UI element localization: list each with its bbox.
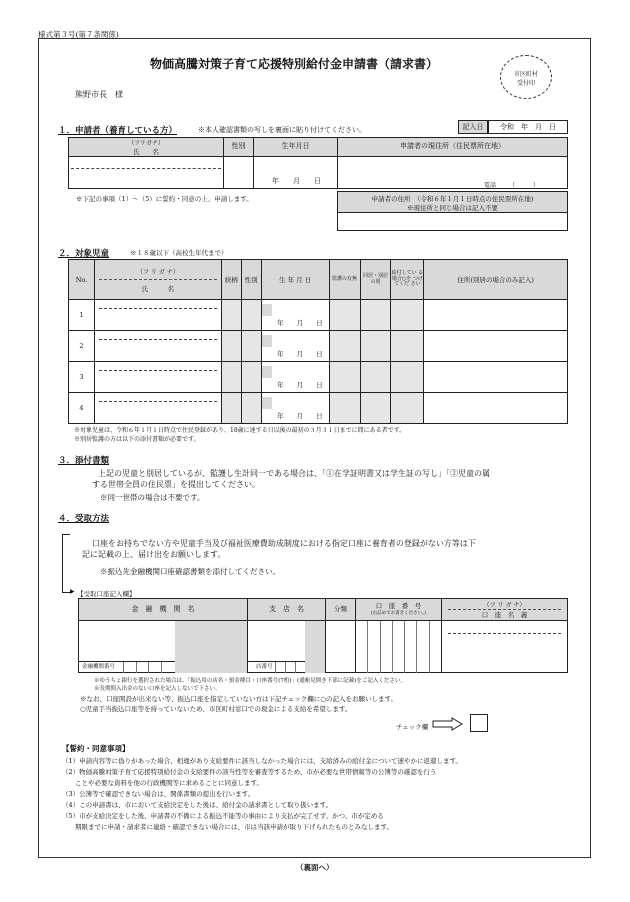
custody-field[interactable] bbox=[329, 393, 360, 424]
account-number-field[interactable] bbox=[355, 621, 441, 673]
applicant-furigana-label: （フリガナ） bbox=[128, 140, 164, 147]
support-field[interactable] bbox=[391, 393, 424, 424]
col-sex: 性別 bbox=[241, 260, 261, 300]
pledge-list bbox=[62, 756, 570, 833]
bank-type-box bbox=[175, 621, 247, 673]
section3-line3: ※同一世帯の場合は不要です。 bbox=[100, 493, 205, 502]
col-line bbox=[337, 156, 338, 189]
dob-field[interactable] bbox=[261, 362, 329, 393]
row-no: 2 bbox=[69, 331, 95, 362]
row-line bbox=[69, 156, 567, 157]
col-relation: 続柄 bbox=[221, 260, 241, 300]
pledge-note: ※下記の事項（1）～（5）に誓約・同意の上、申請します。 bbox=[76, 195, 253, 203]
branch-code-label: 店番号 bbox=[247, 661, 305, 673]
section4-line2: 記に記載の上、届け出をお願いします。 bbox=[82, 550, 226, 559]
bank-code-label: 金融機関番号 bbox=[79, 661, 175, 673]
arrow-right-icon bbox=[432, 717, 464, 731]
sex-field[interactable] bbox=[241, 362, 261, 393]
branch-code-field[interactable] bbox=[275, 661, 305, 673]
furigana-line bbox=[71, 168, 221, 169]
phone-label: 電話 bbox=[484, 182, 497, 189]
support-field[interactable] bbox=[391, 362, 424, 393]
bank-name-field[interactable] bbox=[79, 621, 175, 661]
row-no: 1 bbox=[69, 300, 95, 331]
section1-note: ※本人確認書類の写しを裏面に貼り付けてください。 bbox=[198, 126, 366, 134]
account-table bbox=[78, 598, 568, 673]
dob-field[interactable] bbox=[261, 393, 329, 424]
bank-code-field[interactable] bbox=[123, 661, 173, 673]
account-note1: ※ゆうちょ銀行を選択された場合は、「振込用の店名・預金種目・口座番号(7桁)」(通帳見開き下部に記載)をご記入ください。 bbox=[94, 678, 406, 684]
stamp-line2: 受付印 bbox=[516, 80, 535, 87]
account-number-note: (右詰めでお書きください。) bbox=[370, 611, 427, 616]
section4-heading: ４．受取方法 bbox=[58, 514, 110, 524]
applicant-address-label: 申請者の現住所（住民票所在地） bbox=[337, 138, 567, 156]
holder-field[interactable] bbox=[441, 621, 567, 673]
support-field[interactable] bbox=[391, 300, 424, 331]
child-name-field[interactable] bbox=[94, 331, 221, 362]
registered-address-field[interactable] bbox=[337, 213, 568, 231]
check-label: チェック欄 bbox=[396, 723, 429, 731]
applicant-dob-field: 年 月 日 bbox=[272, 177, 321, 185]
section3-line2: する世帯全員の住民票」を提出してください。 bbox=[92, 480, 260, 489]
child-address-field[interactable] bbox=[424, 300, 568, 331]
pledge-item: （1）申請内容等に偽りがあった場合、相違があり支給要件に該当しなかった場合には、支給済みの給付金について速やかに返還します。 bbox=[62, 757, 462, 765]
section1-heading: １．申請者（養育している方） bbox=[58, 126, 178, 136]
entry-date-field[interactable]: 令和 年 月 日 bbox=[488, 120, 568, 134]
pledge-item: （4）この申請書は、市において支給決定をした後は、給付金の請求書として取り扱います。 bbox=[62, 801, 333, 809]
pledge-item: （3）公簿等で確認できない場合は、関係書類の提出を行います。 bbox=[62, 790, 255, 798]
account-note2: ※長期間入出金のない口座を記入しないで下さい。 bbox=[94, 686, 221, 692]
pledge-item: （2）物価高騰対策子育て応援特別給付金の支給要件の該当性等を審査等するため、市が必要な世帯情報等の公簿等の確認を行う bbox=[62, 768, 437, 776]
cash-check-box[interactable] bbox=[470, 714, 488, 732]
entry-date-label: 記入日 bbox=[458, 120, 488, 134]
dob-value: 年 月 日 bbox=[277, 381, 323, 389]
bracket-line bbox=[62, 534, 70, 593]
relation-field[interactable] bbox=[221, 393, 241, 424]
col-cohabit: 同居・別居の別 bbox=[360, 260, 391, 300]
account-number-head bbox=[355, 599, 441, 621]
table-row bbox=[69, 331, 568, 362]
table-row bbox=[69, 362, 568, 393]
support-field[interactable] bbox=[391, 331, 424, 362]
sex-field[interactable] bbox=[241, 331, 261, 362]
custody-field[interactable] bbox=[329, 300, 360, 331]
sex-field[interactable] bbox=[241, 300, 261, 331]
branch-name-field[interactable] bbox=[247, 621, 305, 661]
custody-field[interactable] bbox=[329, 331, 360, 362]
arrow-head-icon: ▶ bbox=[70, 588, 75, 595]
section2-heading: ２．対象児童 bbox=[58, 249, 110, 259]
table-row bbox=[69, 300, 568, 331]
pledge-item: （5）市が支給決定をした後、申請書の不備による振込不能等の事由により支払が完了せず、かつ、市が定める bbox=[62, 812, 384, 820]
section3-heading: ３．添付書類 bbox=[58, 456, 110, 466]
child-address-field[interactable] bbox=[424, 393, 568, 424]
branch-type-box bbox=[305, 621, 325, 673]
col-line bbox=[253, 156, 254, 189]
col-dob: 生 年 月 日 bbox=[261, 260, 329, 300]
child-name-field[interactable] bbox=[94, 362, 221, 393]
table-row bbox=[69, 393, 568, 424]
dob-value: 年 月 日 bbox=[277, 412, 323, 420]
stamp-line1: 市区町村 bbox=[513, 71, 538, 78]
pledge-item: 期限までに申請・請求者に連絡・確認できない場合には、市は当該申請が取り下げられたものとみなします。 bbox=[62, 823, 393, 831]
reception-stamp bbox=[500, 55, 552, 99]
child-name-field[interactable] bbox=[94, 300, 221, 331]
applicant-sex-label: 性別 bbox=[223, 138, 253, 156]
children-table bbox=[68, 259, 568, 424]
col-no: No. bbox=[69, 260, 95, 300]
form-number: 様式第３号(第７条関係) bbox=[38, 30, 119, 39]
category-field[interactable] bbox=[325, 621, 355, 673]
page-title: 物価高騰対策子育て応援特別給付金申請書（請求書） bbox=[150, 57, 439, 71]
dob-field[interactable] bbox=[261, 331, 329, 362]
child-address-field[interactable] bbox=[424, 362, 568, 393]
child-name-field[interactable] bbox=[94, 393, 221, 424]
account-label: 【受取口座記入欄】 bbox=[77, 590, 136, 598]
col-address: 住所(別居の場合のみ記入) bbox=[424, 260, 568, 300]
pledge-item: ことや必要な資料を他の行政機関等に求めることに同意します。 bbox=[62, 779, 263, 787]
addressee: 熊野市長 様 bbox=[75, 90, 123, 99]
branch-name-label: 支 店 名 bbox=[247, 599, 325, 621]
col-name bbox=[94, 260, 221, 300]
account-note4: ○児童手当振込口座等を持っていないため、市区町村窓口での現金による支給を希望します。 bbox=[80, 705, 352, 713]
cohabit-field[interactable] bbox=[360, 362, 391, 393]
relation-field[interactable] bbox=[221, 331, 241, 362]
account-number-label: 口 座 番 号 bbox=[375, 602, 422, 610]
dob-value: 年 月 日 bbox=[277, 319, 323, 327]
applicant-dob-label: 生年月日 bbox=[253, 138, 337, 156]
relation-field[interactable] bbox=[221, 300, 241, 331]
cohabit-field[interactable] bbox=[360, 300, 391, 331]
registered-address-head bbox=[337, 191, 568, 213]
section4-line3: ※振込先金融機関口座確認書類を添付してください。 bbox=[100, 567, 280, 576]
col-furigana: （フ リ ガ ナ） bbox=[99, 267, 217, 280]
bank-name-label: 金 融 機 関 名 bbox=[79, 599, 247, 621]
section2-note1: ※対象児童は、令和６年１月１日時点で住民登録があり、18歳に達する日以後の最初の３月３１日までに間にある者です。 bbox=[74, 427, 406, 434]
dob-field[interactable] bbox=[261, 300, 329, 331]
category-label: 分類 bbox=[325, 599, 355, 621]
col-line bbox=[223, 156, 224, 189]
col-custody: 監護の有無 bbox=[329, 260, 360, 300]
sex-field[interactable] bbox=[241, 393, 261, 424]
section4-line1: 口座をお持ちでない方や児童手当及び福祉医療費助成制度における指定口座に養育者の登録がない方等は下 bbox=[92, 539, 476, 548]
holder-label: 口 座 名 義 bbox=[481, 611, 528, 619]
holder-furigana-label: （フ リ ガ ナ） bbox=[448, 600, 561, 610]
child-address-field[interactable] bbox=[424, 331, 568, 362]
cohabit-field[interactable] bbox=[360, 331, 391, 362]
section3-line1: 上記の児童と別居しているが、監護し生計同一である場合は、「①在学証明書又は学生証の写し」「②児童の属 bbox=[98, 469, 490, 478]
dob-value: 年 月 日 bbox=[277, 350, 323, 358]
footer-next-page: （裏面へ） bbox=[296, 863, 334, 872]
row-no: 4 bbox=[69, 393, 95, 424]
col-name-label: 氏 名 bbox=[141, 284, 175, 293]
registered-address-label: 申請者の住所 （令和６年１月１日時点の住民票所在地) bbox=[371, 195, 534, 203]
account-note3: ※なお、口座開設が出来ない等、振込口座を指定していない方は下記チェック欄に○の記入をお願いします。 bbox=[80, 695, 397, 703]
custody-field[interactable] bbox=[329, 362, 360, 393]
section2-heading-note: ※１８歳以下（高校生年代まで） bbox=[130, 249, 228, 257]
pledge-heading: 【誓約・同意事項】 bbox=[62, 744, 130, 753]
cohabit-field[interactable] bbox=[360, 393, 391, 424]
section2-note2: ※別居監護の方は以下の添付書類が必要です。 bbox=[74, 436, 200, 443]
applicant-name-head bbox=[69, 138, 223, 156]
row-no: 3 bbox=[69, 362, 95, 393]
applicant-table bbox=[68, 137, 568, 189]
phone-field[interactable]: （ ） bbox=[509, 182, 540, 189]
applicant-name-label: 氏 名 bbox=[133, 148, 159, 156]
holder-head bbox=[441, 599, 567, 621]
col-support: 給付してい る場合○を つけてくだ さい bbox=[391, 260, 424, 300]
registered-address-note: ※現住所と同じ場合は記入不要 bbox=[407, 204, 498, 212]
relation-field[interactable] bbox=[221, 362, 241, 393]
